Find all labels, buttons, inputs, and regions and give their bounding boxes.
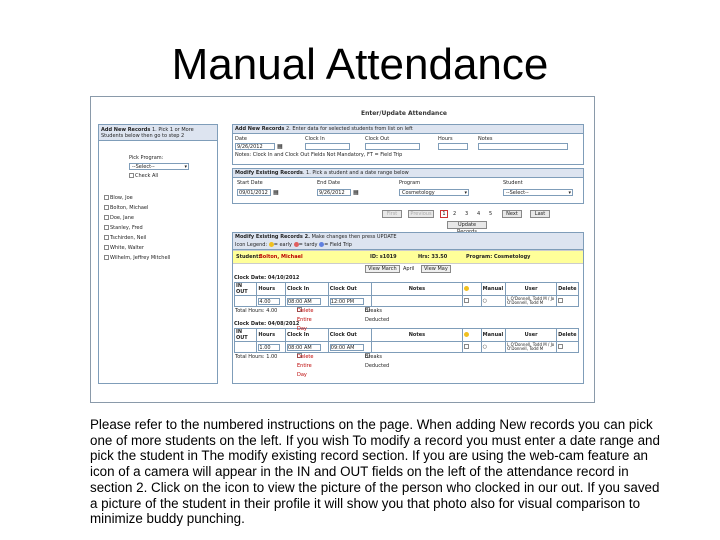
clock-date-title: Clock Date: 04/10/2012 xyxy=(234,275,300,281)
th-hours: Hours xyxy=(257,329,286,342)
student-name: Tschirden, Neil xyxy=(110,235,147,241)
hours-input[interactable]: 1.00 xyxy=(258,344,280,351)
pick-program-group xyxy=(129,155,189,179)
hours-cell[interactable] xyxy=(257,296,286,307)
previous-page-button[interactable]: Previous xyxy=(408,210,434,218)
in-out-cell xyxy=(235,342,257,353)
manual-cell xyxy=(481,296,505,307)
page-5-link[interactable]: 5 xyxy=(489,211,493,217)
last-page-button[interactable]: Last xyxy=(530,210,550,218)
student-hours: Hrs: 33.50 xyxy=(418,254,448,260)
student-checkbox[interactable] xyxy=(104,195,109,200)
start-date-value: 09/01/2012 xyxy=(239,190,268,196)
clock-out-field[interactable] xyxy=(365,143,420,150)
student-checkbox[interactable] xyxy=(104,255,109,260)
add-new-inputs xyxy=(233,142,583,152)
tab-view-march[interactable]: View March xyxy=(365,265,400,273)
student-list xyxy=(104,193,214,263)
clock-out-cell[interactable] xyxy=(328,296,371,307)
student-checkbox[interactable] xyxy=(104,245,109,250)
delete-day-label: Delete Entire Day xyxy=(297,308,314,332)
end-date-field[interactable] xyxy=(317,189,351,196)
col-end-date: End Date xyxy=(317,180,341,186)
hours-cell[interactable] xyxy=(257,342,286,353)
attendance-table xyxy=(234,328,579,353)
col-clock-in: Clock In xyxy=(305,136,325,142)
calendar-icon[interactable]: ▦ xyxy=(277,143,283,150)
clock-in-field[interactable] xyxy=(305,143,350,150)
student-name: Blow, Joe xyxy=(110,195,133,201)
page-header xyxy=(91,97,595,119)
user-cell: L O'Donnell, Todd M / Jo O'Donnell, Todd M xyxy=(506,296,557,307)
student-dropdown-value: --Select-- xyxy=(506,190,529,196)
th-clock-in: Clock In xyxy=(285,283,328,296)
th-icons xyxy=(463,329,481,342)
modify2-header xyxy=(233,233,583,250)
end-date-value: 9/26/2012 xyxy=(319,190,345,196)
update-records-button[interactable]: Update xyxy=(447,221,487,229)
clock-in-cell[interactable] xyxy=(285,296,328,307)
table-row xyxy=(235,342,579,353)
icon-cell xyxy=(463,342,481,353)
tab-april: April xyxy=(403,266,415,272)
calendar-icon[interactable]: ▦ xyxy=(353,189,359,196)
delete-checkbox[interactable] xyxy=(558,298,563,303)
student-name: Wilhelm, Jeffrey Mitchell xyxy=(110,255,171,261)
student-name: Bolton, Michael xyxy=(110,205,149,211)
student-name: Stanley, Fred xyxy=(110,225,143,231)
clock-in-input[interactable]: 08:00 AM xyxy=(287,298,321,305)
th-clock-in: Clock In xyxy=(285,329,328,342)
program-dropdown[interactable] xyxy=(399,189,469,196)
in-out-cell xyxy=(235,296,257,307)
icon-cell xyxy=(463,296,481,307)
th-delete: Delete xyxy=(557,283,579,296)
table-header-row xyxy=(235,283,579,296)
modify-inputs xyxy=(233,186,583,196)
row-checkbox[interactable] xyxy=(464,298,469,303)
student-checkbox[interactable] xyxy=(104,235,109,240)
next-page-button[interactable]: Next xyxy=(502,210,522,218)
delete-cell xyxy=(557,342,579,353)
program-select[interactable] xyxy=(129,163,189,170)
main-content xyxy=(232,124,584,387)
add-new-header xyxy=(233,125,583,134)
slide-caption: Please refer to the numbered instructions on the page. When adding New records you can pick one of more students on the left. If you wish To modify a record you must enter a date range and pick the student in The modify existing record section. If you are using the web-cam feature an icon of a camera will appear in the IN and OUT fields on the left of the attendance record in section 2. Click on the icon to view the picture of the person who clocked in our out. If you saved a picture of the student in their profile it will show you that photo also for visual comparison to minimize buddy punching. xyxy=(90,417,660,527)
student-info-bar xyxy=(233,250,583,264)
modify-existing-section xyxy=(232,168,584,204)
month-tabs xyxy=(233,264,583,274)
col-program: Program xyxy=(399,180,421,186)
col-clock-out: Clock Out xyxy=(365,136,390,142)
clock-in-cell[interactable] xyxy=(285,342,328,353)
manual-radio[interactable]: ○ xyxy=(482,298,488,304)
attendance-table xyxy=(234,282,579,307)
notes-cell[interactable] xyxy=(371,342,463,353)
th-in-out: IN OUT xyxy=(235,329,257,342)
pick-program-label: Pick Program: xyxy=(129,155,164,161)
first-page-button[interactable]: First xyxy=(382,210,402,218)
early-icon xyxy=(464,332,469,337)
modify2-header-bold: Modify Existing Records 2. xyxy=(235,234,310,240)
breaks-label: Breaks Deducted xyxy=(365,354,390,369)
total-hours: Total Hours: 4.00 xyxy=(235,308,278,314)
student-picker-panel xyxy=(98,124,218,384)
list-item[interactable] xyxy=(104,203,214,213)
notes-field[interactable] xyxy=(478,143,568,150)
list-item[interactable] xyxy=(104,193,214,203)
manual-cell xyxy=(481,342,505,353)
early-icon xyxy=(464,286,469,291)
legend-tardy: = tardy xyxy=(298,242,318,248)
clock-date-title: Clock Date: 04/08/2012 xyxy=(234,321,300,327)
date-field[interactable] xyxy=(235,143,275,150)
student-id: ID: s1019 xyxy=(370,254,397,260)
clock-out-input[interactable]: 12:00 PM xyxy=(330,298,364,305)
student-checkbox[interactable] xyxy=(104,225,109,230)
modify-records-section xyxy=(232,232,584,384)
user-cell: L O'Donnell, Todd M / Jo O'Donnell, Todd M xyxy=(506,342,557,353)
table-header-row xyxy=(235,329,579,342)
list-item[interactable] xyxy=(104,223,214,233)
program-select-value: --Select-- xyxy=(132,164,155,170)
add-new-col-headers xyxy=(233,134,583,142)
left-header-text: 1. Pick 1 or More Students below then go to step 2 xyxy=(101,127,194,139)
row-checkbox[interactable] xyxy=(464,344,469,349)
manual-radio[interactable]: ○ xyxy=(482,344,488,350)
delete-cell xyxy=(557,296,579,307)
th-in-out: IN OUT xyxy=(235,283,257,296)
th-hours: Hours xyxy=(257,283,286,296)
add-new-notes: Notes: Clock In and Clock Out Fields Not Mandatory, FT = Field Trip xyxy=(235,152,403,158)
student-name: Doe, Jane xyxy=(110,215,134,221)
icon-legend xyxy=(235,241,583,249)
modify-col-headers xyxy=(233,178,583,186)
delete-day-label: Delete Entire Day xyxy=(297,354,314,378)
check-all-checkbox[interactable] xyxy=(129,173,134,178)
page-1-button[interactable]: 1 xyxy=(440,210,448,218)
check-all-row[interactable] xyxy=(129,173,189,179)
legend-prefix: Icon Legend: xyxy=(235,242,268,248)
page-3-link[interactable]: 3 xyxy=(465,211,469,217)
add-new-header-bold: Add New Records xyxy=(235,126,285,132)
legend-early: = early xyxy=(273,242,293,248)
hours-input[interactable]: 4.00 xyxy=(258,298,280,305)
list-item[interactable] xyxy=(104,253,214,263)
slide-title: Manual Attendance xyxy=(171,40,549,89)
clock-out-input[interactable]: 09:00 AM xyxy=(330,344,364,351)
student-checkbox[interactable] xyxy=(104,205,109,210)
modify-header-text: . 1. Pick a student and a date range below xyxy=(302,170,409,176)
col-hours: Hours xyxy=(438,136,453,142)
th-notes: Notes xyxy=(371,283,463,296)
modify2-header-text: Make changes then press UPDATE xyxy=(309,234,397,240)
table-row xyxy=(235,296,579,307)
delete-checkbox[interactable] xyxy=(558,344,563,349)
col-student: Student xyxy=(503,180,523,186)
modify-header xyxy=(233,169,583,178)
notes-cell[interactable] xyxy=(371,296,463,307)
th-delete: Delete xyxy=(557,329,579,342)
list-item[interactable] xyxy=(104,243,214,253)
th-clock-out: Clock Out xyxy=(328,283,371,296)
add-new-section xyxy=(232,124,584,165)
page-4-link[interactable]: 4 xyxy=(477,211,481,217)
hours-field[interactable] xyxy=(438,143,468,150)
clock-out-cell[interactable] xyxy=(328,342,371,353)
pager xyxy=(232,207,584,232)
th-clock-out: Clock Out xyxy=(328,329,371,342)
th-icons xyxy=(463,283,481,296)
date-field-value: 9/26/2012 xyxy=(237,144,263,150)
col-start-date: Start Date xyxy=(237,180,263,186)
student-dropdown[interactable] xyxy=(503,189,573,196)
page-title: Enter/Update Attendance xyxy=(361,110,447,117)
col-notes: Notes xyxy=(478,136,493,142)
student-checkbox[interactable] xyxy=(104,215,109,220)
th-user: User xyxy=(506,329,557,342)
left-panel-header xyxy=(99,125,217,141)
calendar-icon[interactable]: ▦ xyxy=(273,189,279,196)
program-dropdown-value: Cosmetology xyxy=(402,190,435,196)
check-all-label: Check All xyxy=(135,173,159,179)
list-item[interactable] xyxy=(104,233,214,243)
start-date-field[interactable] xyxy=(237,189,271,196)
clock-in-input[interactable]: 08:00 AM xyxy=(287,344,321,351)
th-notes: Notes xyxy=(371,329,463,342)
student-label: Student: xyxy=(236,254,261,260)
th-user: User xyxy=(506,283,557,296)
add-new-header-text: 2. Enter data for selected students from list on left xyxy=(284,126,413,132)
th-manual: Manual xyxy=(481,329,505,342)
student-program: Program: Cosmetology xyxy=(466,254,531,260)
left-header-bold: Add New Records xyxy=(101,127,151,133)
student-name: White, Walter xyxy=(110,245,144,251)
col-date: Date xyxy=(235,136,247,142)
student-name-value: Bolton, Michael xyxy=(259,254,303,260)
list-item[interactable] xyxy=(104,213,214,223)
attendance-screenshot xyxy=(90,96,595,403)
total-hours: Total Hours: 1.00 xyxy=(235,354,278,360)
tab-view-may[interactable]: View May xyxy=(421,265,451,273)
breaks-label: Breaks Deducted xyxy=(365,308,390,323)
day-total-row xyxy=(233,353,583,378)
th-manual: Manual xyxy=(481,283,505,296)
modify-header-bold: Modify Existing Records xyxy=(235,170,303,176)
page-2-link[interactable]: 2 xyxy=(453,211,457,217)
legend-trip: = Field Trip xyxy=(324,242,352,248)
